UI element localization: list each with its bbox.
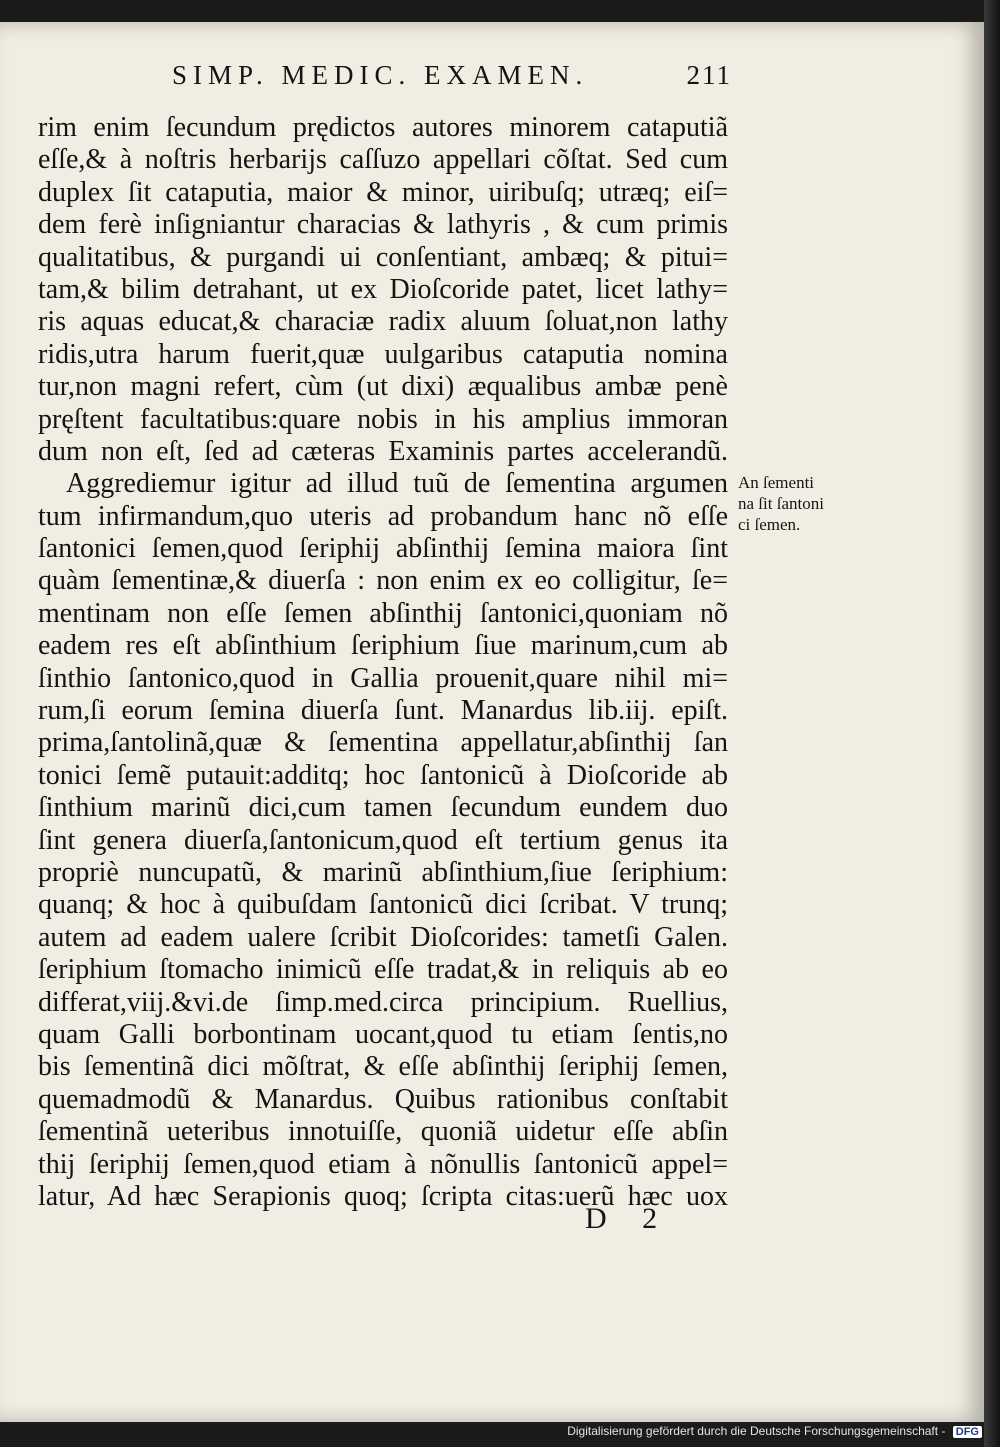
page-number: 211 bbox=[686, 60, 732, 90]
text-line: pręſtent facultatibus:quare nobis in his amplius immoran bbox=[38, 403, 728, 435]
text-line: thij ſeriphij ſemen,quod etiam à nõnullis ſantonicũ appel= bbox=[38, 1148, 728, 1180]
marginal-note bbox=[738, 472, 858, 535]
marginal-note-line: na ſit ſantoni bbox=[738, 494, 824, 513]
signature-mark: D 2 bbox=[585, 1202, 672, 1235]
text-line: eſſe,& à noſtris herbarijs caſſuzo appellari cõſtat. Sed cum bbox=[38, 144, 728, 176]
text-line: eadem res eſt abſinthium ſeriphium ſiue marinum,cum ab bbox=[38, 630, 728, 662]
text-line: differat,viij.&vi.de ſimp.med.circa principium. Ruellius, bbox=[38, 986, 728, 1018]
text-line: ſinthio ſantonico,quod in Gallia prouenit,quare nihil mi= bbox=[38, 662, 728, 694]
text-line: ſementinã ueteribus innotuiſſe, quoniã uidetur eſſe abſin bbox=[38, 1116, 728, 1148]
text-line: dem ferè inſigniantur characias & lathyris , & cum primis bbox=[38, 209, 728, 241]
marginal-note-line: An ſementi bbox=[738, 473, 815, 492]
text-line: ſantonici ſemen,quod ſeriphij abſinthij ſemina maiora ſint bbox=[38, 533, 728, 565]
text-line: bis ſementinã dici mõſtrat, & eſſe abſinthij ſeriphij ſemen, bbox=[38, 1051, 728, 1083]
text-line: ſint genera diuerſa,ſantonicum,quod eſt tertium genus ita bbox=[38, 824, 728, 856]
text-line: tum infirmandum,quo uteris ad probandum hanc nõ eſſe bbox=[38, 500, 728, 532]
text-line: dum non eſt, ſed ad cæteras Examinis partes accelerandũ. bbox=[38, 435, 728, 467]
running-head bbox=[172, 60, 732, 100]
text-line: tonici ſemẽ putauit:additq; hoc ſantonicũ à Dioſcoride ab bbox=[38, 759, 728, 791]
text-line: duplex ſit cataputia, maior & minor, uiribuſq; utræq; eiſ= bbox=[38, 176, 728, 208]
text-line: qualitatibus, & purgandi ui conſentiant, ambæq; & pitui= bbox=[38, 241, 728, 273]
running-head-title: SIMP. MEDIC. EXAMEN. bbox=[172, 60, 589, 90]
text-line: autem ad eadem ualere ſcribit Dioſcorides: tametſi Galen. bbox=[38, 921, 728, 953]
text-line: rum,ſi eorum ſemina diuerſa ſunt. Manardus lib.iij. epiſt. bbox=[38, 695, 728, 727]
digitization-footer bbox=[567, 1424, 982, 1438]
text-line: quemadmodũ & Manardus. Quibus rationibus conſtabit bbox=[38, 1083, 728, 1115]
text-line: latur, Ad hæc Serapionis quoq; ſcripta citas:uerũ hæc uox bbox=[38, 1180, 728, 1212]
text-line: rim enim ſecundum prędictos autores minorem cataputiã bbox=[38, 112, 728, 143]
text-line: tur,non magni refert, cùm (ut dixi) æqualibus ambæ penè bbox=[38, 371, 728, 403]
text-line: quanq; & hoc à quibuſdam ſantonicũ dici ſcribat. V trunq; bbox=[38, 889, 728, 921]
text-line: ſeriphium ſtomacho inimicũ eſſe tradat,& in reliquis ab eo bbox=[38, 954, 728, 986]
text-line: prima,ſantolinã,quæ & ſementina appellatur,abſinthij ſan bbox=[38, 727, 728, 759]
main-text-block bbox=[38, 112, 728, 1213]
text-line: mentinam non eſſe ſemen abſinthij ſantonici,quoniam nõ bbox=[38, 597, 728, 629]
page-edge-shadow bbox=[984, 0, 1000, 1447]
text-line: ſinthium marinũ dici,cum tamen ſecundum eundem duo bbox=[38, 792, 728, 824]
text-line: tam,& bilim detrahant, ut ex Dioſcoride patet, licet lathy= bbox=[38, 273, 728, 305]
paragraph-start-line: Aggrediemur igitur ad illud tuũ de ſementina argumen bbox=[66, 468, 728, 500]
dfg-logo: DFG bbox=[953, 1426, 982, 1438]
marginal-note-line: ci ſemen. bbox=[738, 515, 801, 534]
text-line: quam Galli borbontinam uocant,quod tu etiam ſentis,no bbox=[38, 1018, 728, 1050]
text-line: propriè nuncupatũ, & marinũ abſinthium,ſiue ſeriphium: bbox=[38, 856, 728, 888]
text-line: ridis,utra harum fuerit,quæ uulgaribus cataputia nomina bbox=[38, 338, 728, 370]
text-line: ris aquas educat,& characiæ radix aluum ſoluat,non lathy bbox=[38, 306, 728, 338]
text-line: quàm ſementinæ,& diuerſa : non enim ex eo colligitur, ſe= bbox=[38, 565, 728, 597]
footer-credit-text: Digitalisierung gefördert durch die Deutsche Forschungsgemeinschaft - bbox=[567, 1424, 946, 1438]
